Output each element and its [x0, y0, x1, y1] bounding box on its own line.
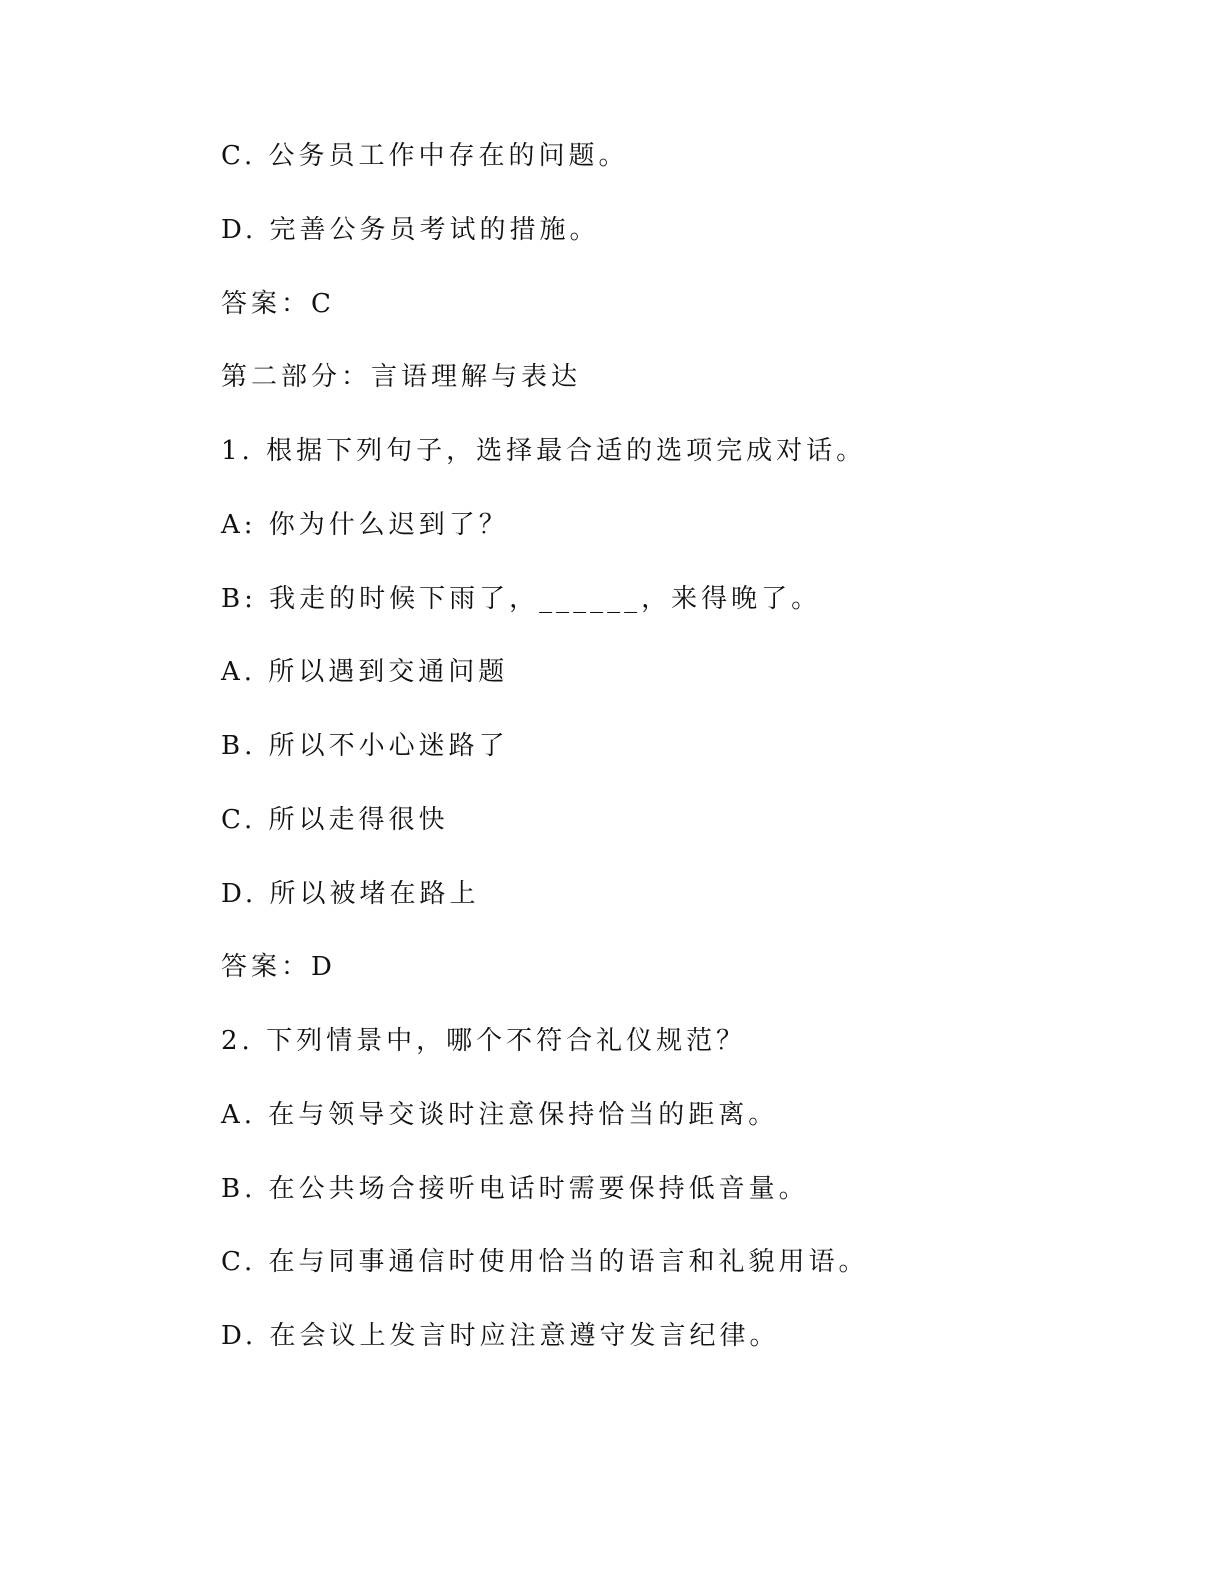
q2-option-d: D. 在会议上发言时应注意遵守发言纪律。 [221, 1321, 780, 1351]
q2-option-b: B. 在公共场合接听电话时需要保持低音量。 [221, 1174, 809, 1204]
question-2: 2. 下列情景中，哪个不符合礼仪规范？ [221, 1026, 747, 1056]
option-c-q-prev: C. 公务员工作中存在的问题。 [221, 141, 629, 171]
q1-option-c: C. 所以走得很快 [221, 805, 449, 835]
dialogue-b: B: 我走的时候下雨了，______，来得晚了。 [221, 584, 822, 614]
question-1: 1. 根据下列句子，选择最合适的选项完成对话。 [221, 436, 867, 466]
dialogue-a: A: 你为什么迟到了？ [221, 510, 509, 540]
q2-option-a: A. 在与领导交谈时注意保持恰当的距离。 [221, 1100, 779, 1130]
q2-option-c: C. 在与同事通信时使用恰当的语言和礼貌用语。 [221, 1247, 869, 1277]
q1-option-d: D. 所以被堵在路上 [221, 879, 480, 909]
q1-option-b: B. 所以不小心迷路了 [221, 731, 509, 761]
section-heading: 第二部分：言语理解与表达 [221, 362, 582, 392]
q1-option-a: A. 所以遇到交通问题 [221, 657, 509, 687]
q1-answer: 答案：D [221, 952, 336, 982]
answer-q-prev: 答案：C [221, 289, 335, 319]
option-d-q-prev: D. 完善公务员考试的措施。 [221, 215, 600, 245]
